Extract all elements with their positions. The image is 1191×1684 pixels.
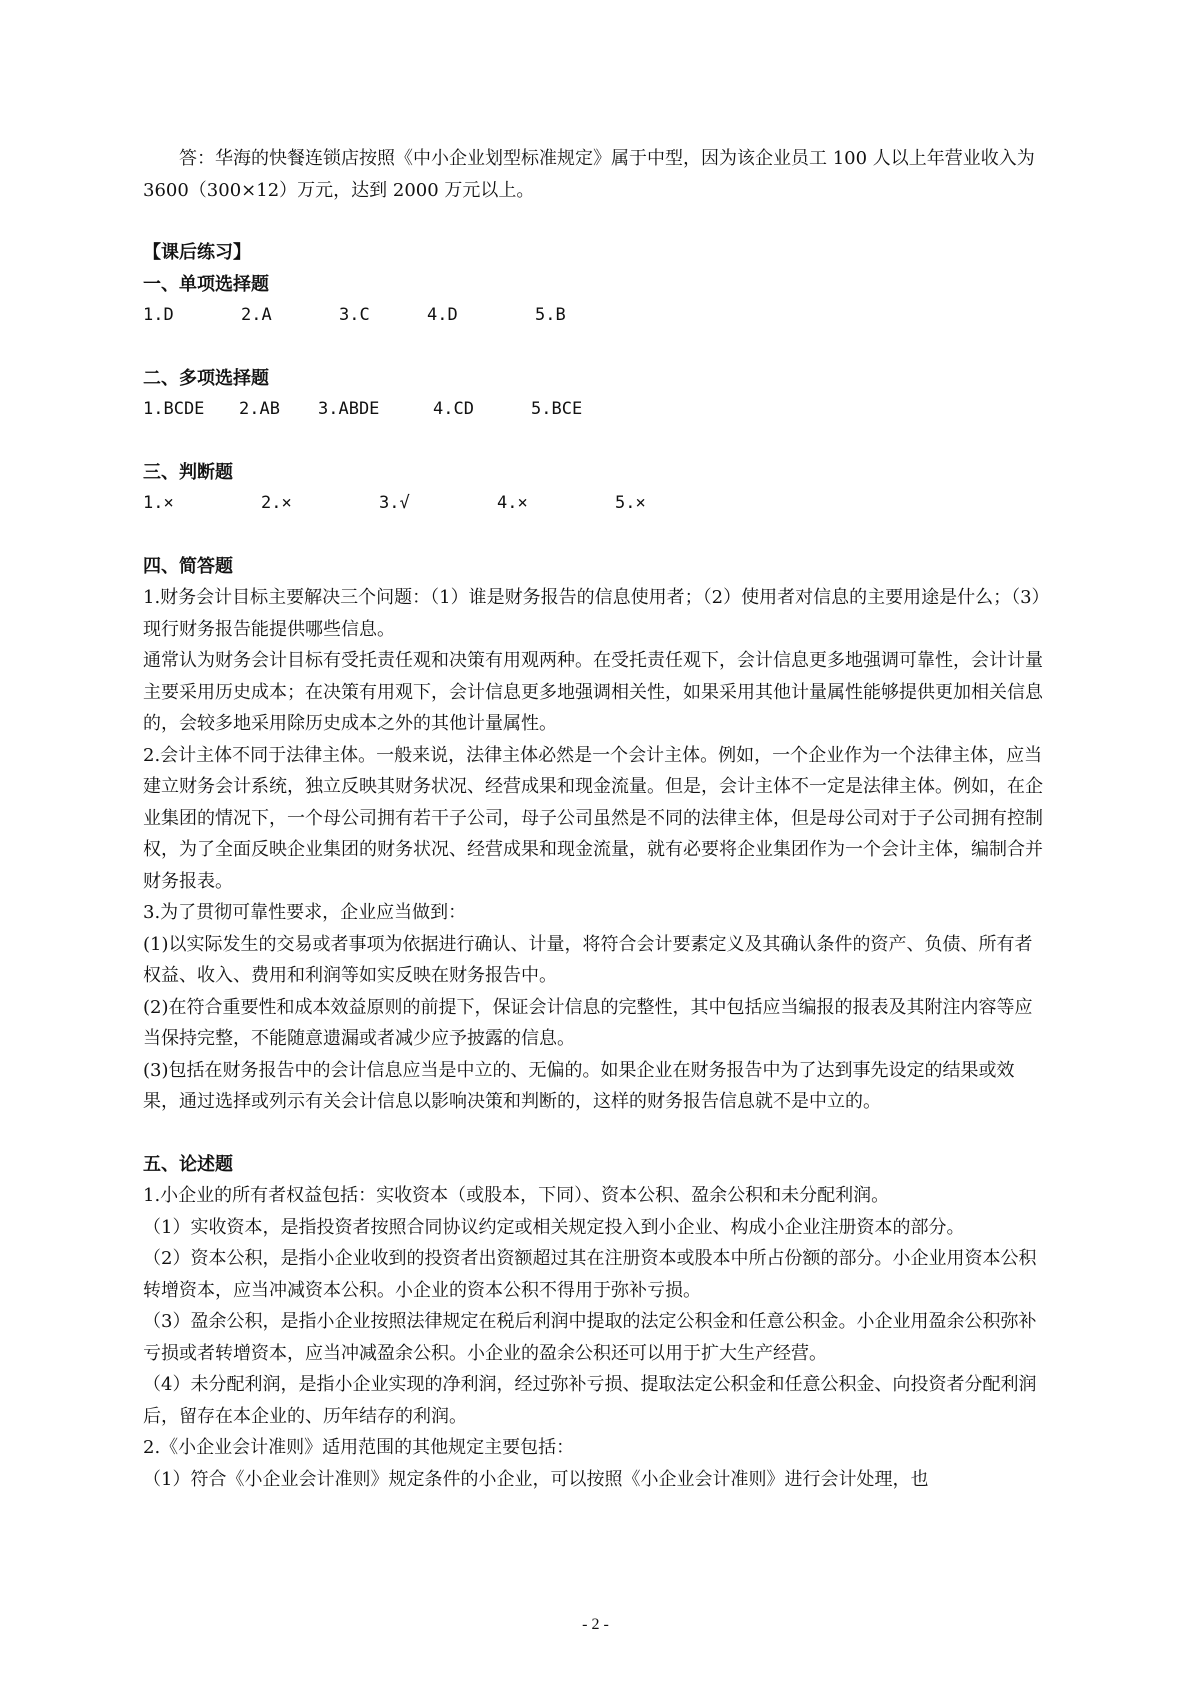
essay-paragraph: （1）实收资本，是指投资者按照合同协议约定或相关规定投入到小企业、构成小企业注册资本的部分。 [143, 1216, 965, 1238]
answer-item: 4.CD [433, 399, 474, 419]
answer-item: 3.ABDE [318, 399, 380, 419]
page-content [143, 143, 1048, 1495]
short-answer-paragraph: (1)以实际发生的交易或者事项为依据进行确认、计量，将符合会计要素定义及其确认条件的资产、负债、所有者权益、收入、费用和利润等如实反映在财务报告中。 [143, 933, 1033, 986]
essay-heading: 五、论述题 [143, 1153, 233, 1175]
answer-item: 5.× [615, 493, 646, 513]
short-answer-paragraph: 1.财务会计目标主要解决三个问题：（1）谁是财务报告的信息使用者；（2）使用者对信息的主要用途是什么；（3）现行财务报告能提供哪些信息。 [143, 587, 1041, 640]
short-answer-paragraph: (3)包括在财务报告中的会计信息应当是中立的、无偏的。如果企业在财务报告中为了达到事先设定的结果或效果，通过选择或列示有关会计信息以影响决策和判断的，这样的财务报告信息就不是中立的。 [143, 1059, 1015, 1112]
essay-paragraph: （3）盈余公积，是指小企业按照法律规定在税后利润中提取的法定公积金和任意公积金。小企业用盈余公积弥补亏损或者转增资本，应当冲减盈余公积。小企业的盈余公积还可以用于扩大生产经营。 [143, 1311, 1037, 1364]
answer-item: 2.A [241, 305, 272, 325]
answer-item: 3.C [339, 305, 370, 325]
essay-paragraph: （1）符合《小企业会计准则》规定条件的小企业，可以按照《小企业会计准则》进行会计处理，也 [143, 1468, 929, 1490]
multi-choice-answers [143, 394, 1048, 426]
true-false-answers [143, 488, 1048, 520]
essay-paragraph: 2.《小企业会计准则》适用范围的其他规定主要包括： [143, 1437, 575, 1458]
answer-item: 3.√ [379, 493, 410, 513]
answer-item: 2.AB [239, 399, 280, 419]
answer-item: 1.× [143, 493, 174, 513]
intro-answer: 答：华海的快餐连锁店按照《中小企业划型标准规定》属于中型，因为该企业员工 100 人以上年营业收入为 3600（300×12）万元，达到 2000 万元以上。 [143, 148, 1035, 201]
essay-paragraph: 1.小企业的所有者权益包括：实收资本（或股本，下同）、资本公积、盈余公积和未分配利润。 [143, 1185, 890, 1206]
answer-item: 1.D [143, 305, 174, 325]
answer-item: 5.B [535, 305, 566, 325]
answer-item: 2.× [261, 493, 292, 513]
multi-choice-heading: 二、多项选择题 [143, 367, 269, 389]
page-number: - 2 - [582, 1616, 609, 1633]
single-choice-heading: 一、单项选择题 [143, 273, 269, 295]
short-answer-paragraph: 2.会计主体不同于法律主体。一般来说，法律主体必然是一个会计主体。例如，一个企业作为一个法律主体，应当建立财务会计系统，独立反映其财务状况、经营成果和现金流量。但是，会计主体不一定是法律主体。例如，在企业集团的情况下，一个母公司拥有若干子公司，母子公司虽然是不同的法律主体，但是母公司对于子公司拥有控制权，为了全面反映企业集团的财务状况、经营成果和现金流量，就有必要将企业集团作为一个会计主体，编制合并财务报表。 [143, 744, 1043, 892]
short-answer-heading: 四、简答题 [143, 555, 233, 577]
answer-item: 1.BCDE [143, 399, 205, 419]
true-false-heading: 三、判断题 [143, 461, 233, 483]
answer-item: 4.D [427, 305, 458, 325]
exercises-title: 【课后练习】 [143, 242, 251, 263]
single-choice-answers [143, 300, 1048, 332]
essay-paragraph: （2）资本公积，是指小企业收到的投资者出资额超过其在注册资本或股本中所占份额的部分。小企业用资本公积转增资本，应当冲减资本公积。小企业的资本公积不得用于弥补亏损。 [143, 1248, 1037, 1301]
answer-item: 4.× [497, 493, 528, 513]
answer-item: 5.BCE [531, 399, 583, 419]
short-answer-paragraph: 3.为了贯彻可靠性要求，企业应当做到： [143, 902, 467, 923]
short-answer-paragraph: 通常认为财务会计目标有受托责任观和决策有用观两种。在受托责任观下，会计信息更多地强调可靠性，会计计量主要采用历史成本；在决策有用观下，会计信息更多地强调相关性，如果采用其他计量属性能够提供更加相关信息的，会较多地采用除历史成本之外的其他计量属性。 [143, 650, 1043, 734]
essay-paragraph: （4）未分配利润，是指小企业实现的净利润，经过弥补亏损、提取法定公积金和任意公积金、向投资者分配利润后，留存在本企业的、历年结存的利润。 [143, 1374, 1037, 1427]
short-answer-paragraph: (2)在符合重要性和成本效益原则的前提下，保证会计信息的完整性，其中包括应当编报的报表及其附注内容等应当保持完整，不能随意遗漏或者减少应予披露的信息。 [143, 996, 1033, 1049]
